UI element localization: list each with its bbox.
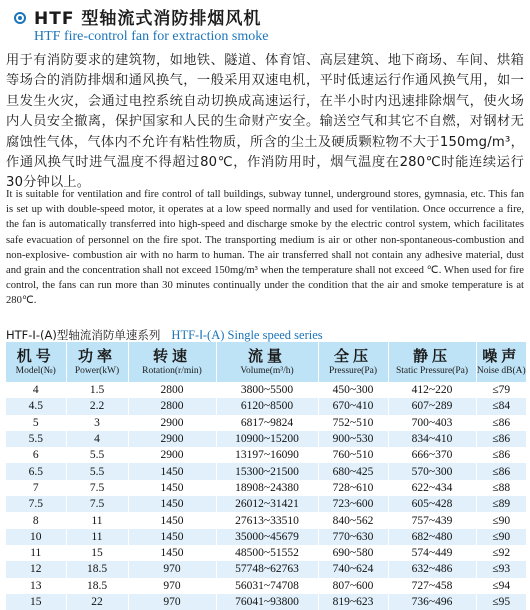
cell-model: 5.5 (6, 431, 66, 447)
cell-static-pressure: 727~458 (388, 578, 476, 594)
cell-rotation: 1450 (128, 529, 216, 545)
cell-volume: 56031~74708 (216, 578, 318, 594)
cell-volume: 6120~8500 (216, 398, 318, 414)
series-label-cn: HTF-Ⅰ-(A)型轴流消防单速系列 (6, 328, 161, 342)
cell-model: 12 (6, 561, 66, 577)
cell-rotation: 2900 (128, 447, 216, 463)
table-row (6, 382, 526, 398)
cell-pressure: 450~300 (318, 382, 388, 398)
cell-model: 8 (6, 512, 66, 528)
cell-pressure: 770~630 (318, 529, 388, 545)
cell-rotation: 1450 (128, 512, 216, 528)
cell-model: 10 (6, 529, 66, 545)
cell-power: 1.5 (66, 382, 128, 398)
cell-power: 7.5 (66, 496, 128, 512)
table-row (6, 415, 526, 431)
cell-pressure: 760~510 (318, 447, 388, 463)
bullet-circle-icon (14, 12, 26, 24)
cell-volume: 15300~21500 (216, 463, 318, 479)
table-header-row (6, 342, 526, 382)
cell-volume: 13197~16090 (216, 447, 318, 463)
cell-model: 11 (6, 545, 66, 561)
cell-rotation: 2900 (128, 431, 216, 447)
cell-pressure: 752~510 (318, 415, 388, 431)
cell-pressure: 840~562 (318, 512, 388, 528)
cell-rotation: 2800 (128, 398, 216, 414)
table-row (6, 447, 526, 463)
cell-volume: 26012~31421 (216, 496, 318, 512)
col-header-pressure: 全压 Pressure(Pa) (318, 342, 388, 382)
cell-power: 4 (66, 431, 128, 447)
cell-power: 15 (66, 545, 128, 561)
cell-pressure: 680~425 (318, 463, 388, 479)
page-header (14, 4, 514, 48)
cell-model: 15 (6, 594, 66, 610)
cell-static-pressure: 682~480 (388, 529, 476, 545)
intro-chinese: 用于有消防要求的建筑物，如地铁、隧道、体育馆、高层建筑、地下商场、车间、烘箱等场合的消防排烟和通风换气，一般采用双速电机，平时低速运行作通风换气用，如一旦发生火灾，会通过电控系统自动切换成高速运行，在半小时内迅速排除烟气，使火场内人员安全撤离，保护国家和人民的生命财产安全。输送空气和其它不自燃，对钢材无腐蚀性气体，气体内不允许有粘性物质，所含的尘土及硬质颗粒物不大于150mg/m³，作通风换气时进气温度不得超过80℃，作消防用时，烟气温度在280℃时能连续运行30分钟以上。 (6, 53, 524, 191)
cell-power: 3 (66, 415, 128, 431)
cell-rotation: 970 (128, 578, 216, 594)
cell-power: 22 (66, 594, 128, 610)
spec-table (6, 342, 526, 610)
cell-rotation: 970 (128, 561, 216, 577)
cell-pressure: 690~580 (318, 545, 388, 561)
intro-english: It is suitable for ventilation and fire control of tall buildings, subway tunnel, underground stores, gymnasia, etc. This fan is set up with double-speed motor, it operates at a low speed normally and used for ventilation. Once occurrence a fire, the fan is automatically transferred into high-speed and discharge smoke by the electric control system, which facilitates safe evacuation of personnel on the fire spot. The transporting medium is air or other non-spontaneous-combustion and non-explosive- combustion air with no harm to human. The air transferred shall not contain any adhesive material, dust and grain and the concentration shall not exceed 150mg/m³ when the temperature shall not exceed ℃. When used for fire control, the fans can run more than 30 minutes continually under the condition that the air and smoke temperature is at 280℃. (6, 189, 524, 307)
cell-volume: 18908~24380 (216, 480, 318, 496)
title-english: HTF fire-control fan for extraction smoke (34, 29, 269, 44)
cell-model: 13 (6, 578, 66, 594)
series-heading (6, 324, 524, 340)
cell-rotation: 2900 (128, 415, 216, 431)
table-row (6, 463, 526, 479)
cell-noise: ≤86 (476, 463, 526, 479)
cell-power: 11 (66, 512, 128, 528)
cell-power: 5.5 (66, 463, 128, 479)
table-row (6, 545, 526, 561)
cell-volume: 35000~45679 (216, 529, 318, 545)
cell-static-pressure: 757~439 (388, 512, 476, 528)
cell-static-pressure: 412~220 (388, 382, 476, 398)
cell-static-pressure: 736~496 (388, 594, 476, 610)
table-row (6, 480, 526, 496)
cell-static-pressure: 622~434 (388, 480, 476, 496)
cell-model: 7 (6, 480, 66, 496)
cell-rotation: 1450 (128, 545, 216, 561)
cell-noise: ≤94 (476, 578, 526, 594)
cell-power: 2.2 (66, 398, 128, 414)
cell-pressure: 819~623 (318, 594, 388, 610)
cell-noise: ≤88 (476, 480, 526, 496)
cell-noise: ≤95 (476, 594, 526, 610)
cell-static-pressure: 570~300 (388, 463, 476, 479)
cell-rotation: 1450 (128, 496, 216, 512)
col-header-model: 机号 Model(№) (6, 342, 66, 382)
cell-rotation: 1450 (128, 480, 216, 496)
col-header-rotation: 转速 Rotation(r/min) (128, 342, 216, 382)
cell-rotation: 2800 (128, 382, 216, 398)
col-header-static-pressure: 静压 Static Pressure(Pa) (388, 342, 476, 382)
cell-volume: 76041~93800 (216, 594, 318, 610)
cell-power: 11 (66, 529, 128, 545)
cell-static-pressure: 666~370 (388, 447, 476, 463)
cell-volume: 27613~33510 (216, 512, 318, 528)
cell-volume: 10900~15200 (216, 431, 318, 447)
cell-noise: ≤79 (476, 382, 526, 398)
cell-noise: ≤89 (476, 496, 526, 512)
cell-noise: ≤90 (476, 512, 526, 528)
cell-noise: ≤86 (476, 447, 526, 463)
cell-static-pressure: 700~403 (388, 415, 476, 431)
cell-pressure: 670~410 (318, 398, 388, 414)
cell-power: 7.5 (66, 480, 128, 496)
cell-pressure: 807~600 (318, 578, 388, 594)
cell-pressure: 740~624 (318, 561, 388, 577)
table-row (6, 578, 526, 594)
cell-model: 6.5 (6, 463, 66, 479)
cell-model: 6 (6, 447, 66, 463)
cell-static-pressure: 632~486 (388, 561, 476, 577)
cell-noise: ≤93 (476, 561, 526, 577)
cell-volume: 57748~62763 (216, 561, 318, 577)
cell-noise: ≤86 (476, 431, 526, 447)
cell-pressure: 723~600 (318, 496, 388, 512)
cell-model: 5 (6, 415, 66, 431)
cell-noise: ≤90 (476, 529, 526, 545)
cell-volume: 3800~5500 (216, 382, 318, 398)
title-chinese: HTF 型轴流式消防排烟风机 (34, 9, 262, 29)
cell-power: 18.5 (66, 561, 128, 577)
table-row (6, 398, 526, 414)
col-header-power: 功率 Power(kW) (66, 342, 128, 382)
table-row (6, 594, 526, 610)
cell-rotation: 1450 (128, 463, 216, 479)
cell-noise: ≤86 (476, 415, 526, 431)
cell-noise: ≤92 (476, 545, 526, 561)
col-header-volume: 流量 Volume(m³/h) (216, 342, 318, 382)
cell-static-pressure: 574~449 (388, 545, 476, 561)
cell-volume: 48500~51552 (216, 545, 318, 561)
cell-noise: ≤84 (476, 398, 526, 414)
cell-static-pressure: 834~410 (388, 431, 476, 447)
table-row (6, 496, 526, 512)
table-row (6, 431, 526, 447)
cell-static-pressure: 607~289 (388, 398, 476, 414)
cell-model: 4 (6, 382, 66, 398)
cell-power: 5.5 (66, 447, 128, 463)
cell-model: 7.5 (6, 496, 66, 512)
col-header-noise: 噪声 Noise dB(A) (476, 342, 526, 382)
cell-volume: 6817~9824 (216, 415, 318, 431)
table-row (6, 561, 526, 577)
cell-pressure: 900~530 (318, 431, 388, 447)
cell-static-pressure: 605~428 (388, 496, 476, 512)
cell-power: 18.5 (66, 578, 128, 594)
cell-pressure: 728~610 (318, 480, 388, 496)
cell-model: 4.5 (6, 398, 66, 414)
table-row (6, 529, 526, 545)
series-label-en: HTF-Ⅰ-(A) Single speed series (171, 328, 323, 342)
table-row (6, 512, 526, 528)
cell-rotation: 970 (128, 594, 216, 610)
